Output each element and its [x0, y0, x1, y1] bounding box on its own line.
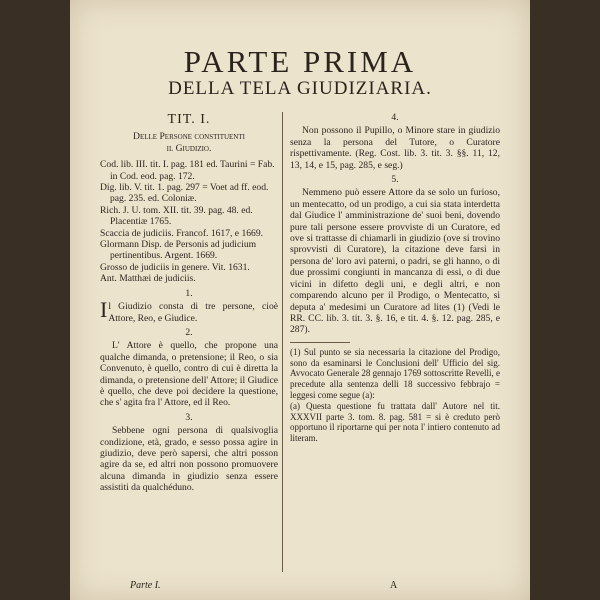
left-column — [100, 112, 278, 494]
page-signature-right: A — [390, 580, 398, 591]
paragraph-number: 3. — [185, 411, 193, 423]
section-heading-line2: il Giudizio. — [166, 142, 212, 154]
page-signature-left: Parte I. — [130, 580, 161, 591]
paragraph: Sebbene ogni persona di qualsivoglia condizione, età, grado, e sesso possa agire in giudizio, deve però sapersi, che altri posson agire da se, ed altri non possono promuovere alcuna dimanda in giudizio senza essere assistiti da qualchéduno. — [100, 425, 278, 494]
footnote: (a) Questa questione fu trattata dall' Autore nel tit. XXXVII parte 3. tom. 8. pag. 581 = si è creduto però opportuno il riportarne qui per nota l' intiero contenuto ad literam. — [290, 400, 500, 444]
reference-item: Ant. Matthæi de judiciis. — [100, 273, 196, 285]
reference-item: Grosso de judiciis in genere. Vit. 1631. — [100, 261, 250, 273]
section-heading-line1: Delle Persone constituenti — [133, 131, 245, 143]
paragraph-number: 4. — [391, 112, 399, 123]
paragraph: L' Attore è quello, che propone una qualche dimanda, o pretensione; il Reo, o sia Convenuto, è quello, contro di cui è diretta la dimanda, o pretensione dell' Attore; il Giudice è quello, che deve poi decidere la questione, che s' agita fra l' Attore, ed il Reo. — [100, 340, 278, 409]
paragraph: Nemmeno può essere Attore da se solo un furioso, un mentecatto, od un prodigo, a cui sia stata interdetta dal Giudice l' amministrazione de' suoi beni, dovendo pure tali persone essere provviste di un Curatore, ed ove si trattasse di chiamarli in giudizio (ove si trovino sprovvisti di Curatore), la citazione deve farsi in persona de' loro avi paterni, o padri, se gli hanno, o di due prossimi congiunti in mancanza di essi, o di due vicini in difetto degli uni, e degli altri, e non comparendo alcuno per il Prodigo, o Mentecatto, si deputa a' medesimi un Curatore ad lites (1) (Vedi le RR. CC. lib. 3. tit. 3. §. 16, e tit. 4. §. 12. pag. 285, e 287). — [290, 187, 500, 336]
reference-item: Glormann Disp. de Personis ad judicium pertinentibus. Argent. 1669. — [100, 239, 257, 262]
book-page — [70, 0, 530, 600]
right-column — [290, 112, 500, 444]
section-tit: TIT. I. — [167, 112, 211, 127]
reference-item: Rich. J. U. tom. XII. tit. 39. pag. 48. ed. Placentiæ 1765. — [100, 204, 253, 228]
reference-item: Scaccia de judiciis. Francof. 1617, e 1669. — [100, 227, 264, 239]
reference-item: Dig. lib. V. tit. 1. pag. 297 = Voet ad ff. eod. pag. 235. ed. Coloniæ. — [100, 182, 269, 205]
paragraph-number: 1. — [185, 287, 193, 299]
paragraph: Non possono il Pupillo, o Minore stare in giudizio senza la persona del Tutore, o Curatore rispettivamente. (Reg. Cost. lib. 3. tit. 3. §§. 11, 12, 13, 14, e 15, pag. 285, e seg.) — [290, 125, 500, 171]
paragraph-number: 5. — [391, 174, 399, 186]
paragraph-number: 2. — [185, 326, 193, 338]
footnote-rule — [290, 342, 350, 343]
paragraph-text: l Giudizio consta di tre persone, cioè Attore, Reo, e Giudice. — [108, 301, 278, 324]
reference-item: Cod. lib. III. tit. I. pag. 181 ed. Taurini = Fab. in Cod. eod. pag. 172. — [100, 159, 275, 182]
paragraph — [100, 297, 278, 324]
page-title: PARTE PRIMA — [183, 44, 417, 79]
page-subtitle: DELLA TELA GIUDIZIARIA. — [168, 78, 432, 99]
drop-cap: I — [100, 297, 108, 323]
footnote: (1) Sul punto se sia necessaria la citazione del Prodigo, sono da esaminarsi le Conclusioni dell' Ufficio del sig. Avvocato Generale 28 gennajo 1769 sottoscritte Revelli, e precedute alla sentenza delli 18 successivo febbrajo = leggesi come segue (a): — [290, 346, 500, 400]
column-divider — [282, 112, 283, 572]
